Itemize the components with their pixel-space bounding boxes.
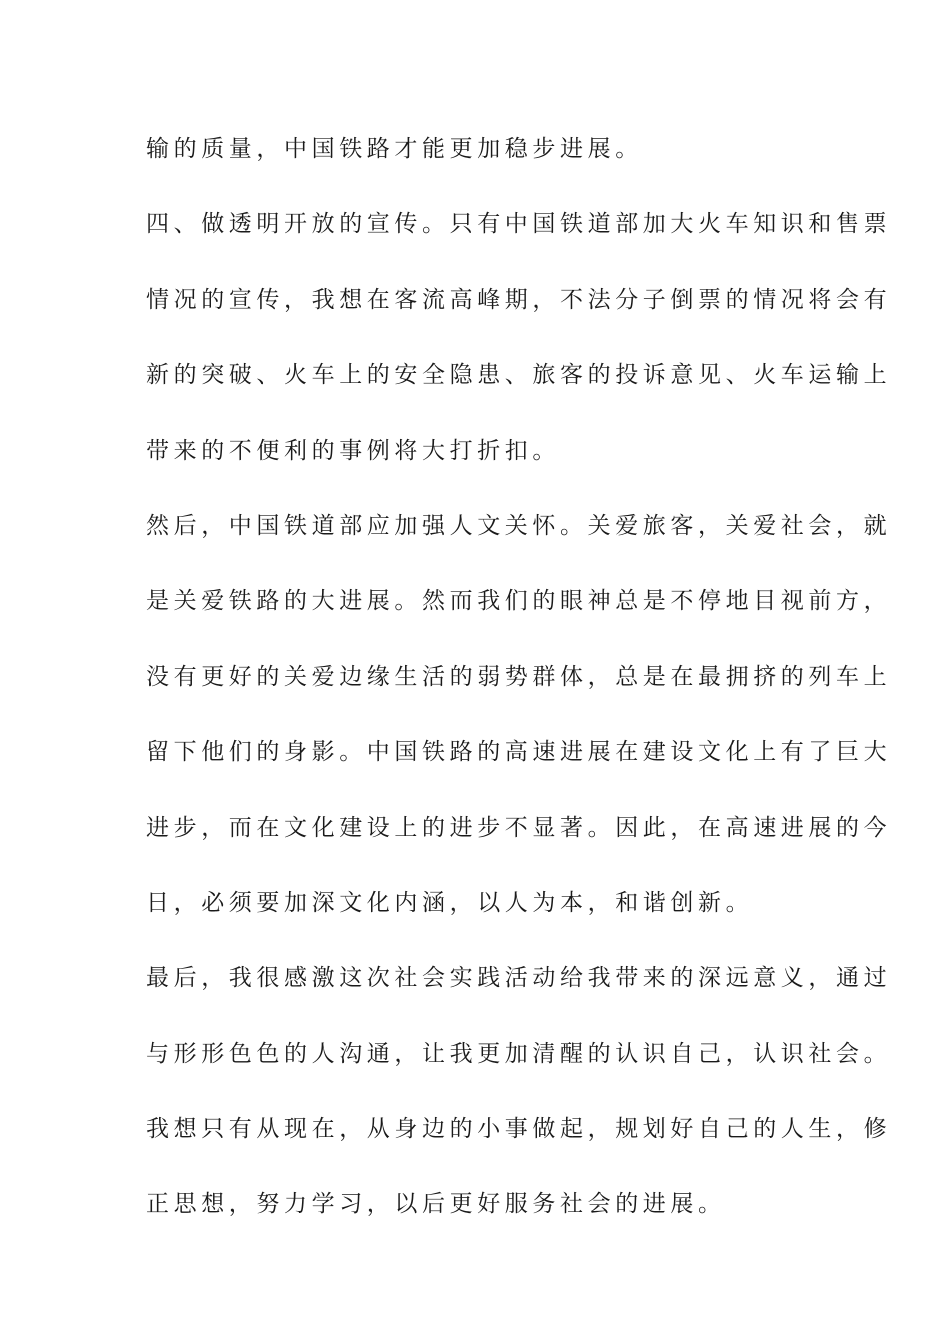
body-text [146, 127, 892, 1258]
text-line: 输的质量，中国铁路才能更加稳步进展。 [146, 136, 643, 162]
text-line: 正思想，努力学习，以后更好服务社会的进展。 [146, 1191, 726, 1218]
text-line: 没有更好的关爱边缘生活的弱势群体，总是在最拥挤的列车上 [146, 663, 892, 690]
text-line: 四、做透明开放的宣传。只有中国铁道部加大火车知识和售票 [146, 211, 892, 238]
text-line: 是关爱铁路的大进展。然而我们的眼神总是不停地目视前方， [146, 588, 892, 615]
text-line: 新的突破、火车上的安全隐患、旅客的投诉意见、火车运输上 [146, 362, 892, 389]
text-line: 带来的不便利的事例将大打折扣。 [146, 437, 560, 464]
text-line: 情况的宣传，我想在客流高峰期，不法分子倒票的情况将会有 [146, 286, 892, 313]
text-line: 进步，而在文化建设上的进步不显著。因此，在高速进展的今 [146, 814, 892, 841]
text-line: 我想只有从现在，从身边的小事做起，规划好自己的人生，修 [146, 1116, 892, 1143]
text-line: 与形形色色的人沟通，让我更加清醒的认识自己，认识社会。 [146, 1040, 892, 1067]
text-line: 然后，中国铁道部应加强人文关怀。关爱旅客，关爱社会，就 [146, 512, 892, 539]
text-line: 留下他们的身影。中国铁路的高速进展在建设文化上有了巨大 [146, 739, 892, 766]
text-line: 日，必须要加深文化内涵，以人为本，和谐创新。 [146, 889, 754, 916]
text-line: 最后，我很感激这次社会实践活动给我带来的深远意义，通过 [146, 965, 892, 992]
